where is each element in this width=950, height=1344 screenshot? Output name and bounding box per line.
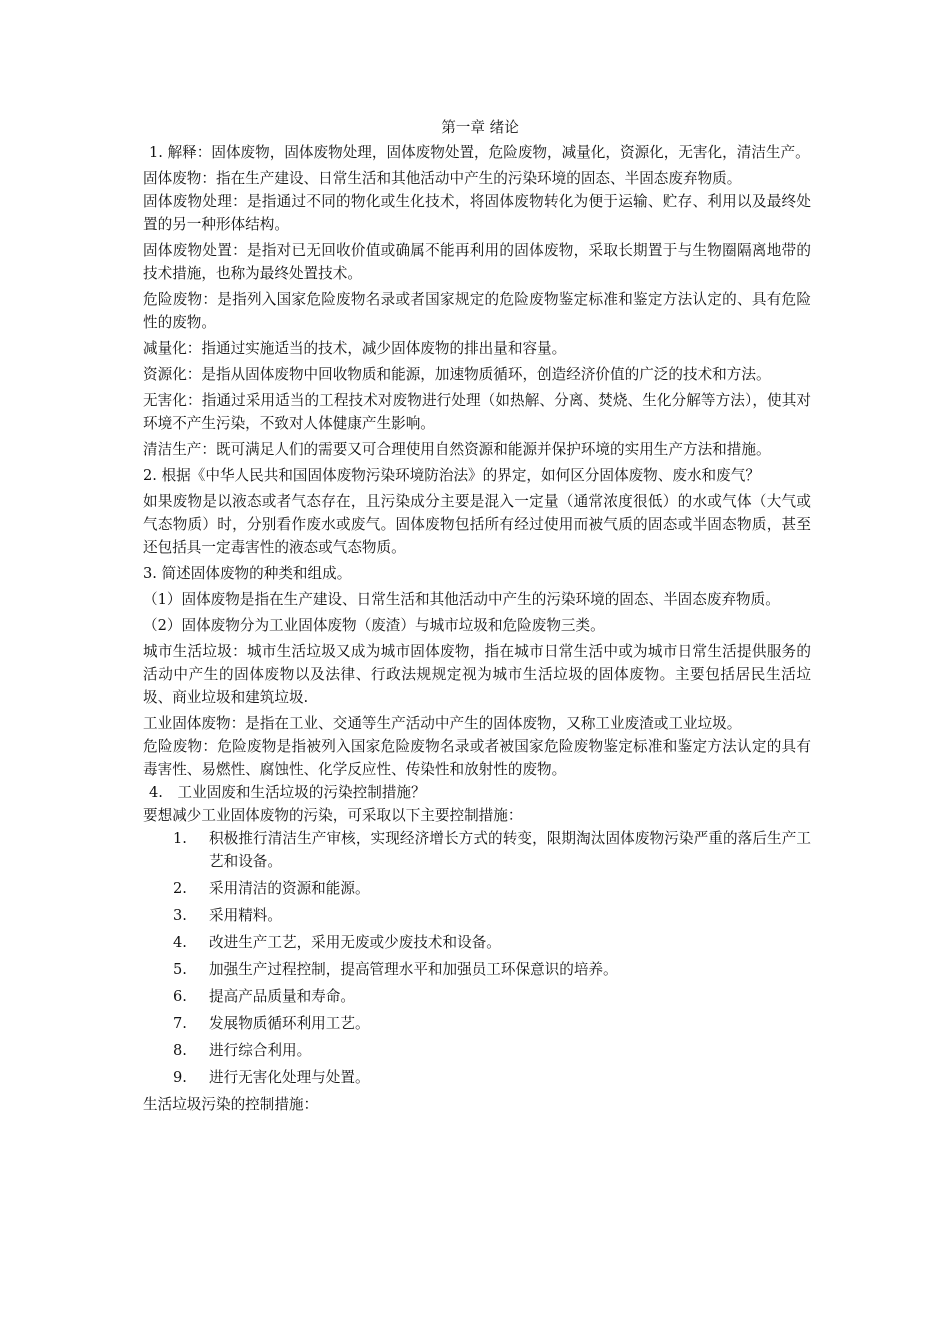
list-item (143, 1039, 811, 1062)
answer-3-point-1: （1）固体废物是指在生产建设、日常生活和其他活动中产生的污染环境的固态、半固态废弃物质。 (143, 591, 780, 608)
list-item-number: 6. (173, 988, 187, 1005)
definition-clean-production: 清洁生产：既可满足人们的需要又可合理使用自然资源和能源并保护环境的实用生产方法和措施。 (143, 441, 771, 458)
list-item-number: 4. (173, 934, 187, 951)
list-item (143, 985, 811, 1008)
question-1: 1. 解释：固体废物，固体废物处理，固体废物处置，危险废物，减量化，资源化，无害化，清洁生产。 (149, 144, 810, 161)
list-item-number: 7. (173, 1015, 187, 1032)
list-item-text: 进行无害化处理与处置。 (209, 1069, 370, 1086)
list-item-number: 1. (173, 830, 187, 847)
question-3: 3. 简述固体废物的种类和组成。 (143, 565, 352, 582)
list-item-number: 5. (173, 961, 187, 978)
answer-3-hazardous-waste: 危险废物：危险废物是指被列入国家危险废物名录或者被国家危险废物鉴定标准和鉴定方法认定的具有毒害性、易燃性、腐蚀性、化学反应性、传染性和放射性的废物。 (143, 738, 811, 778)
definition-solid-waste: 固体废物：指在生产建设、日常生活和其他活动中产生的污染环境的固态、半固态废弃物质。 (143, 170, 742, 187)
list-item-text: 采用精料。 (209, 907, 282, 924)
list-item-text: 改进生产工艺，采用无废或少废技术和设备。 (209, 934, 501, 951)
list-item-number: 2. (173, 880, 187, 897)
answer-3-point-2: （2）固体废物分为工业固体废物（废渣）与城市垃圾和危险废物三类。 (143, 617, 605, 634)
list-item (143, 827, 811, 873)
document-page (143, 116, 811, 1116)
list-item-number: 3. (173, 907, 187, 924)
list-item-text: 积极推行清洁生产审核，实现经济增长方式的转变，限期淘汰固体废物污染严重的落后生产工艺和设备。 (209, 830, 811, 870)
list-item-number: 8. (173, 1042, 187, 1059)
list-item (143, 904, 811, 927)
list-item-text: 发展物质循环利用工艺。 (209, 1015, 370, 1032)
definition-hazardous-waste: 危险废物：是指列入国家危险废物名录或者国家规定的危险废物鉴定标准和鉴定方法认定的、具有危险性的废物。 (143, 291, 811, 331)
list-item-text: 加强生产过程控制，提高管理水平和加强员工环保意识的培养。 (209, 961, 618, 978)
question-2: 2. 根据《中华人民共和国固体废物污染环境防治法》的界定，如何区分固体废物、废水和废气？ (143, 467, 760, 484)
answer-2: 如果废物是以液态或者气态存在，且污染成分主要是混入一定量（通常浓度很低）的水或气体（大气或气态物质）时，分别看作废水或废气。固体废物包括所有经过使用而被气质的固态或半固态物质，甚至还包括具一定毒害性的液态或气态物质。 (143, 493, 811, 556)
definition-treatment: 固体废物处理：是指通过不同的物化或生化技术，将固体废物转化为便于运输、贮存、利用以及最终处置的另一种形体结构。 (143, 193, 811, 233)
list-item (143, 931, 811, 954)
list-item-text: 提高产品质量和寿命。 (209, 988, 355, 1005)
definition-resource-recovery: 资源化：是指从固体废物中回收物质和能源，加速物质循环，创造经济价值的广泛的技术和方法。 (143, 366, 771, 383)
definition-disposal: 固体废物处置：是指对已无回收价值或确属不能再利用的固体废物，采取长期置于与生物圈隔离地带的技术措施，也称为最终处置技术。 (143, 242, 811, 282)
definition-reduction: 减量化：指通过实施适当的技术，减少固体废物的排出量和容量。 (143, 340, 567, 357)
list-item (143, 958, 811, 981)
answer-3-municipal-waste: 城市生活垃圾：城市生活垃圾又成为城市固体废物，指在城市日常生活中或为城市日常生活提供服务的活动中产生的固体废物以及法律、行政法规规定视为城市生活垃圾的固体废物。主要包括居民生活垃圾、商业垃圾和建筑垃圾. (143, 643, 811, 706)
list-item (143, 877, 811, 900)
definition-harmless: 无害化：指通过采用适当的工程技术对废物进行处理（如热解、分离、焚烧、生化分解等方法），使其对环境不产生污染，不致对人体健康产生影响。 (143, 392, 811, 432)
list-item-text: 进行综合利用。 (209, 1042, 312, 1059)
list-item (143, 1066, 811, 1089)
list-item-number: 9. (173, 1069, 187, 1086)
domestic-waste-heading: 生活垃圾污染的控制措施： (143, 1096, 319, 1113)
control-measures-list (143, 827, 811, 1089)
chapter-title: 第一章 绪论 (441, 119, 519, 136)
question-4: 4. 工业固废和生活垃圾的污染控制措施？ (149, 784, 426, 801)
answer-4-intro: 要想减少工业固体废物的污染，可采取以下主要控制措施： (143, 807, 523, 824)
list-item (143, 1012, 811, 1035)
list-item-text: 采用清洁的资源和能源。 (209, 880, 370, 897)
answer-3-industrial-waste: 工业固体废物：是指在工业、交通等生产活动中产生的固体废物，又称工业废渣或工业垃圾。 (143, 715, 742, 732)
